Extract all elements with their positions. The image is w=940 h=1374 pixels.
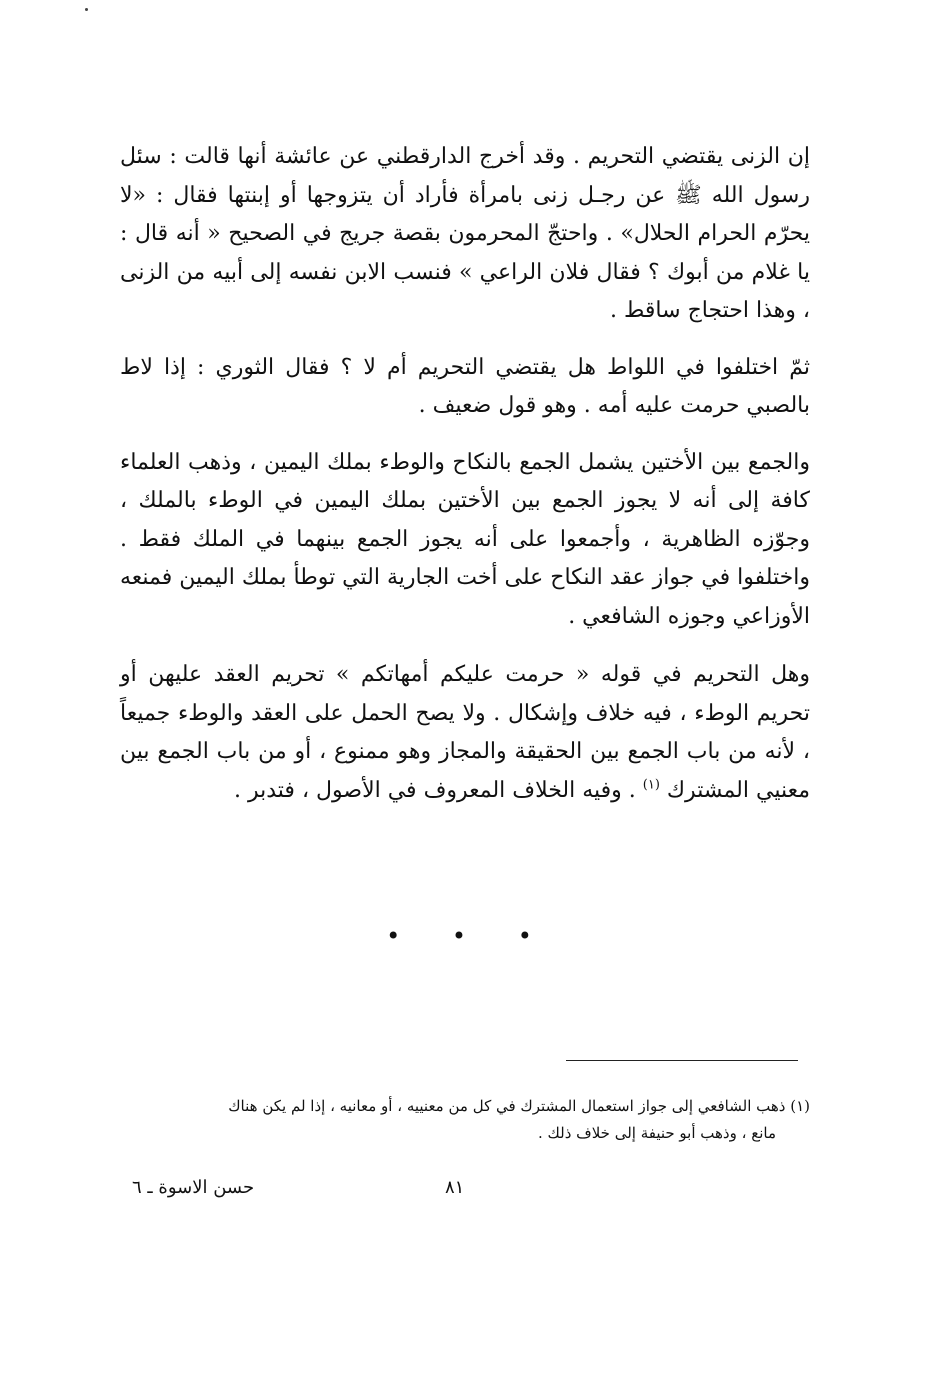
signature-mark: حسن الاسوة ـ ٦ [132, 1177, 255, 1198]
paragraph-4-text: وهل التحريم في قوله « حرمت عليكم أمهاتكم » تحريم العقد عليهن أو تحريم الوطء ، فيه خلاف وإشكال . ولا يصح الحمل على العقد والوطء جميعاً ، لأنه من باب الجمع بين الحقيقة والمجاز وهو ممنوع ، أو من باب الجمع بين معنيي المشترك [120, 662, 810, 803]
footnote-reference[interactable]: (١) [642, 777, 660, 793]
main-text [120, 138, 810, 828]
paragraph-2: ثمّ اختلفوا في اللواط هل يقتضي التحريم أم لا ؟ فقال الثوري : إذا لاط بالصبي حرمت عليه أمه . وهو قول ضعيف . [120, 354, 810, 418]
paragraph-4-tail: . وفيه الخلاف المعروف في الأصول ، فتدبر . [234, 777, 643, 803]
footnote-rule [566, 1060, 798, 1061]
scan-speck [85, 8, 88, 11]
footnote [120, 1093, 810, 1147]
footnote-line-2: مانع ، وذهب أبو حنيفة إلى خلاف ذلك . [537, 1124, 776, 1142]
page-number: ٨١ [445, 1177, 465, 1198]
footnote-line-1: (١) ذهب الشافعي إلى جواز استعمال المشترك في كل من معنييه ، أو معانيه ، إذا لم يكن هناك [228, 1097, 810, 1115]
paragraph-1: إن الزنى يقتضي التحريم . وقد أخرج الدارقطني عن عائشة أنها قالت : سئل رسول الله ﷺ عن رجـل زنى بامرأة فأراد أن يتزوجها أو إبنتها فقال : «لا يحرّم الحرام الحلال» . واحتجّ المحرمون بقصة جريج في الصحيح « أنه قال : يا غلام من أبوك ؟ فقال فلان الراعي » فنسب الابن نفسه إلى أبيه من الزنى ، وهذا احتجاج ساقط . [120, 144, 810, 323]
section-separator: • • • [386, 922, 554, 950]
paragraph-4 [120, 656, 810, 810]
paragraph-3: والجمع بين الأختين يشمل الجمع بالنكاح والوطء بملك اليمين ، وذهب العلماء كافة إلى أنه لا يجوز الجمع بين الأختين بملك اليمين في الوطء بالملك ، وجوّزه الظاهرية ، وأجمعوا على أنه يجوز الجمع بينهما في الملك فقط . واختلفوا في جواز عقد النكاح على أخت الجارية التي توطأ بملك اليمين فمنعه الأوزاعي وجوزه الشافعي . [120, 449, 810, 629]
